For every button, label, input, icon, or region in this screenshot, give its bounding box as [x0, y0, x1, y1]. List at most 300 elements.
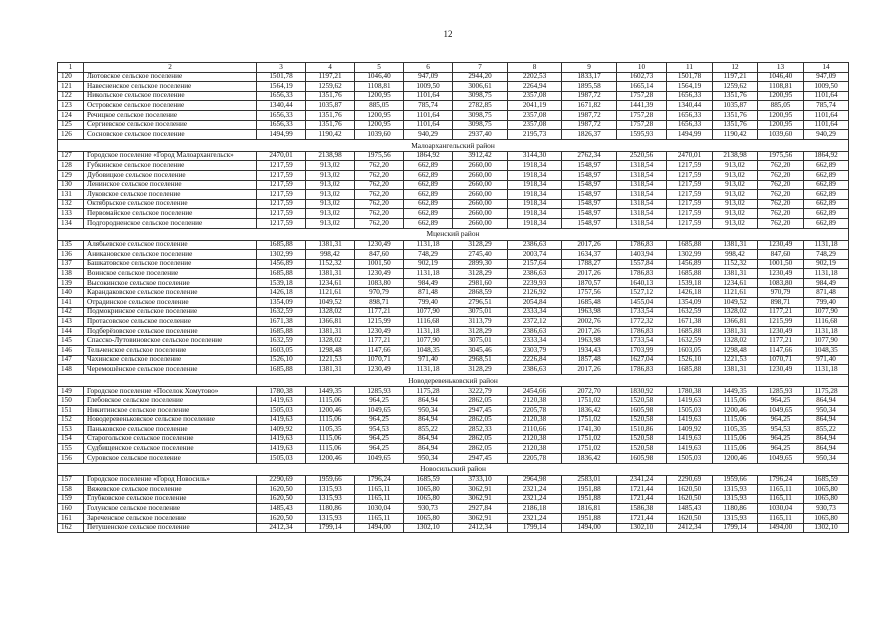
- column-number: 3: [257, 63, 306, 73]
- value-cell: 2333,34: [508, 307, 562, 317]
- value-cell: 1685,48: [562, 298, 617, 308]
- value-cell: 2762,34: [562, 151, 617, 161]
- value-cell: 1318,54: [617, 199, 667, 209]
- value-cell: 1048,35: [804, 346, 849, 356]
- value-cell: 1656,33: [667, 91, 713, 101]
- value-cell: 1632,59: [257, 307, 306, 317]
- value-cell: 1409,92: [257, 425, 306, 435]
- value-cell: 2372,12: [508, 317, 562, 327]
- value-cell: 1259,62: [713, 82, 758, 92]
- value-cell: 1381,31: [306, 326, 355, 336]
- settlement-name: Высокинское сельское поселение: [84, 278, 257, 288]
- value-cell: 984,49: [804, 278, 849, 288]
- settlement-name: Городское поселение «Поселок Хомутово»: [84, 386, 257, 396]
- row-number: 141: [58, 298, 84, 308]
- value-cell: 662,89: [804, 199, 849, 209]
- value-cell: 2195,73: [508, 130, 562, 140]
- value-cell: 1548,97: [562, 180, 617, 190]
- settlement-name: Отрадинское сельское поселение: [84, 298, 257, 308]
- value-cell: 954,53: [355, 425, 404, 435]
- settlement-name: Старогольское сельское поселение: [84, 434, 257, 444]
- row-number: 122: [58, 91, 84, 101]
- value-cell: 1230,49: [758, 326, 804, 336]
- value-cell: 971,40: [804, 355, 849, 365]
- value-cell: 1918,34: [508, 190, 562, 200]
- value-cell: 2138,98: [713, 151, 758, 161]
- table-row: [58, 288, 849, 298]
- value-cell: 1230,49: [355, 269, 404, 279]
- settlement-name: Луковское сельское поселение: [84, 190, 257, 200]
- column-number: 4: [306, 63, 355, 73]
- value-cell: 2120,38: [508, 434, 562, 444]
- value-cell: 1934,43: [562, 346, 617, 356]
- value-cell: 947,09: [404, 72, 453, 82]
- value-cell: 1381,31: [306, 240, 355, 250]
- value-cell: 1603,05: [257, 346, 306, 356]
- value-cell: 964,25: [355, 444, 404, 454]
- value-cell: 1039,60: [758, 130, 804, 140]
- value-cell: 855,22: [804, 425, 849, 435]
- value-cell: 2017,26: [562, 326, 617, 336]
- value-cell: 1485,43: [257, 504, 306, 514]
- value-cell: 1200,95: [758, 110, 804, 120]
- row-number: 162: [58, 523, 84, 533]
- value-cell: 2290,69: [257, 475, 306, 485]
- value-cell: 1603,05: [667, 346, 713, 356]
- value-cell: 762,20: [758, 190, 804, 200]
- value-cell: 1780,38: [257, 386, 306, 396]
- value-cell: 2660,00: [453, 180, 508, 190]
- value-cell: 1634,37: [562, 250, 617, 260]
- settlement-name: Городское поселение «Город Новосиль»: [84, 475, 257, 485]
- value-cell: 1564,19: [257, 82, 306, 92]
- value-cell: 2660,00: [453, 218, 508, 228]
- value-cell: 2947,45: [453, 453, 508, 463]
- value-cell: 3912,42: [453, 151, 508, 161]
- value-cell: 2017,26: [562, 269, 617, 279]
- value-cell: 998,42: [306, 250, 355, 260]
- value-cell: 3062,91: [453, 494, 508, 504]
- value-cell: 913,02: [713, 190, 758, 200]
- value-cell: 3062,91: [453, 513, 508, 523]
- value-cell: 1190,42: [713, 130, 758, 140]
- value-cell: 2303,79: [508, 346, 562, 356]
- region-name: Новодеревеньковский район: [58, 374, 849, 386]
- value-cell: 748,29: [804, 250, 849, 260]
- value-cell: 2205,78: [508, 453, 562, 463]
- value-cell: 864,94: [404, 415, 453, 425]
- value-cell: 1449,35: [713, 386, 758, 396]
- value-cell: 913,02: [713, 170, 758, 180]
- value-cell: 1620,50: [667, 513, 713, 523]
- value-cell: 1721,44: [617, 513, 667, 523]
- settlement-name: Дубовицкое сельское поселение: [84, 170, 257, 180]
- value-cell: 3128,29: [453, 240, 508, 250]
- value-cell: 1366,81: [306, 317, 355, 327]
- settlement-name: Вяжевское сельское поселение: [84, 485, 257, 495]
- value-cell: 1318,54: [617, 170, 667, 180]
- value-cell: 964,25: [355, 434, 404, 444]
- settlement-name: Первомайское сельское поселение: [84, 209, 257, 219]
- value-cell: 1685,88: [257, 365, 306, 375]
- value-cell: 2454,66: [508, 386, 562, 396]
- value-cell: 1328,02: [713, 307, 758, 317]
- value-cell: 964,25: [355, 415, 404, 425]
- value-cell: 2321,24: [508, 485, 562, 495]
- value-cell: 898,71: [758, 298, 804, 308]
- value-cell: 1494,00: [562, 523, 617, 533]
- value-cell: 1131,18: [804, 365, 849, 375]
- row-number: 139: [58, 278, 84, 288]
- value-cell: 1315,93: [306, 485, 355, 495]
- value-cell: 1788,27: [562, 259, 617, 269]
- value-cell: 1918,34: [508, 161, 562, 171]
- row-number: 157: [58, 475, 84, 485]
- value-cell: 913,02: [306, 161, 355, 171]
- value-cell: 2520,56: [617, 151, 667, 161]
- value-cell: 1381,31: [713, 365, 758, 375]
- settlement-name: Зареченское сельское поселение: [84, 513, 257, 523]
- value-cell: 971,40: [404, 355, 453, 365]
- value-cell: 2862,05: [453, 396, 508, 406]
- value-cell: 1665,14: [617, 82, 667, 92]
- value-cell: 950,34: [804, 453, 849, 463]
- column-number: 8: [508, 63, 562, 73]
- value-cell: 1197,21: [713, 72, 758, 82]
- row-number: 150: [58, 396, 84, 406]
- value-cell: 1409,92: [667, 425, 713, 435]
- row-number: 146: [58, 346, 84, 356]
- table-row: [58, 494, 849, 504]
- value-cell: 785,74: [804, 101, 849, 111]
- value-cell: 1200,46: [713, 453, 758, 463]
- row-number: 145: [58, 336, 84, 346]
- value-cell: 1757,28: [617, 110, 667, 120]
- value-cell: 2357,08: [508, 120, 562, 130]
- settlement-name: Губкинское сельское поселение: [84, 161, 257, 171]
- value-cell: 1987,72: [562, 120, 617, 130]
- row-number: 133: [58, 209, 84, 219]
- value-cell: 1030,04: [758, 504, 804, 514]
- value-cell: 2964,98: [508, 475, 562, 485]
- value-cell: 2110,66: [508, 425, 562, 435]
- value-cell: 799,40: [404, 298, 453, 308]
- value-cell: 964,25: [758, 434, 804, 444]
- value-cell: 662,89: [804, 190, 849, 200]
- value-cell: 1627,04: [617, 355, 667, 365]
- value-cell: 1548,97: [562, 170, 617, 180]
- table-row: [58, 82, 849, 92]
- value-cell: 964,25: [758, 415, 804, 425]
- value-cell: 1733,54: [617, 307, 667, 317]
- value-cell: 1864,92: [404, 151, 453, 161]
- value-cell: 1302,99: [667, 250, 713, 260]
- value-cell: 1190,42: [306, 130, 355, 140]
- value-cell: 2186,18: [508, 504, 562, 514]
- value-cell: 1963,98: [562, 307, 617, 317]
- value-cell: 1217,59: [667, 180, 713, 190]
- value-cell: 2290,69: [667, 475, 713, 485]
- value-cell: 2333,34: [508, 336, 562, 346]
- value-cell: 662,89: [804, 161, 849, 171]
- value-cell: 1217,59: [257, 180, 306, 190]
- value-cell: 1302,10: [617, 523, 667, 533]
- value-cell: 2017,26: [562, 365, 617, 375]
- column-number: 14: [804, 63, 849, 73]
- value-cell: 3733,10: [453, 475, 508, 485]
- settlement-name: Аникановское сельское поселение: [84, 250, 257, 260]
- value-cell: 2782,85: [453, 101, 508, 111]
- column-number: 2: [84, 63, 257, 73]
- value-cell: 662,89: [804, 209, 849, 219]
- value-cell: 762,20: [758, 199, 804, 209]
- row-number: 121: [58, 82, 84, 92]
- value-cell: 1001,50: [355, 259, 404, 269]
- value-cell: 913,02: [306, 170, 355, 180]
- value-cell: 913,02: [713, 199, 758, 209]
- value-cell: 1526,10: [667, 355, 713, 365]
- value-cell: 954,53: [758, 425, 804, 435]
- settlement-name: Никитинское сельское поселение: [84, 406, 257, 416]
- value-cell: 1009,50: [404, 82, 453, 92]
- value-cell: 940,29: [404, 130, 453, 140]
- value-cell: 1230,49: [758, 365, 804, 375]
- value-cell: 3128,29: [453, 365, 508, 375]
- value-cell: 1048,35: [404, 346, 453, 356]
- row-number: 123: [58, 101, 84, 111]
- row-number: 159: [58, 494, 84, 504]
- region-header-row: [58, 374, 849, 386]
- value-cell: 1077,90: [404, 307, 453, 317]
- value-cell: 847,60: [355, 250, 404, 260]
- value-cell: 1963,98: [562, 336, 617, 346]
- value-cell: 1721,44: [617, 485, 667, 495]
- value-cell: 2470,01: [667, 151, 713, 161]
- table-row: [58, 415, 849, 425]
- value-cell: 1217,59: [667, 218, 713, 228]
- value-cell: 1177,21: [758, 307, 804, 317]
- value-cell: 1685,88: [667, 240, 713, 250]
- value-cell: 2386,63: [508, 240, 562, 250]
- table-row: [58, 130, 849, 140]
- value-cell: 1564,19: [667, 82, 713, 92]
- table-row: [58, 209, 849, 219]
- value-cell: 1857,48: [562, 355, 617, 365]
- value-cell: 1381,31: [306, 365, 355, 375]
- value-cell: 1733,54: [617, 336, 667, 346]
- value-cell: 2412,34: [667, 523, 713, 533]
- row-number: 156: [58, 453, 84, 463]
- value-cell: 1520,58: [617, 396, 667, 406]
- value-cell: 1620,50: [257, 494, 306, 504]
- value-cell: 1065,80: [404, 485, 453, 495]
- value-cell: 1520,58: [617, 415, 667, 425]
- value-cell: 762,20: [355, 161, 404, 171]
- value-cell: 1751,02: [562, 415, 617, 425]
- settlement-name: Подгородненское сельское поселение: [84, 218, 257, 228]
- value-cell: 1557,84: [617, 259, 667, 269]
- value-cell: 3098,75: [453, 91, 508, 101]
- table-row: [58, 259, 849, 269]
- value-cell: 1527,12: [617, 288, 667, 298]
- column-number: 12: [713, 63, 758, 73]
- value-cell: 2862,05: [453, 444, 508, 454]
- value-cell: 1455,04: [617, 298, 667, 308]
- column-number: 9: [562, 63, 617, 73]
- table-row: [58, 485, 849, 495]
- value-cell: 855,22: [404, 425, 453, 435]
- value-cell: 2386,63: [508, 326, 562, 336]
- value-cell: 2968,51: [453, 355, 508, 365]
- value-cell: 1131,18: [404, 269, 453, 279]
- settlement-name: Сергиевское сельское поселение: [84, 120, 257, 130]
- value-cell: 1318,54: [617, 161, 667, 171]
- value-cell: 1510,86: [617, 425, 667, 435]
- table-row: [58, 170, 849, 180]
- value-cell: 913,02: [713, 180, 758, 190]
- value-cell: 1918,34: [508, 209, 562, 219]
- value-cell: 3128,29: [453, 269, 508, 279]
- value-cell: 1987,72: [562, 91, 617, 101]
- value-cell: 1951,88: [562, 513, 617, 523]
- row-number: 129: [58, 170, 84, 180]
- value-cell: 1298,48: [306, 346, 355, 356]
- value-cell: 1757,28: [617, 120, 667, 130]
- table-row: [58, 434, 849, 444]
- value-cell: 1108,81: [758, 82, 804, 92]
- value-cell: 1115,06: [713, 434, 758, 444]
- value-cell: 950,34: [404, 453, 453, 463]
- value-cell: 762,20: [355, 218, 404, 228]
- value-cell: 1419,63: [257, 434, 306, 444]
- value-cell: 1147,66: [355, 346, 404, 356]
- value-cell: 662,89: [404, 199, 453, 209]
- value-cell: 762,20: [758, 180, 804, 190]
- table-row: [58, 199, 849, 209]
- value-cell: 1751,02: [562, 434, 617, 444]
- value-cell: 1298,48: [713, 346, 758, 356]
- value-cell: 1685,88: [257, 240, 306, 250]
- value-cell: 1180,86: [306, 504, 355, 514]
- value-cell: 1381,31: [713, 269, 758, 279]
- table-row: [58, 161, 849, 171]
- value-cell: 2660,00: [453, 170, 508, 180]
- value-cell: 1354,09: [257, 298, 306, 308]
- table-row: [58, 475, 849, 485]
- value-cell: 1315,93: [713, 513, 758, 523]
- value-cell: 1951,88: [562, 485, 617, 495]
- value-cell: 2002,76: [562, 317, 617, 327]
- value-cell: 2862,05: [453, 415, 508, 425]
- value-cell: 950,34: [804, 406, 849, 416]
- value-cell: 1234,61: [713, 278, 758, 288]
- row-number: 128: [58, 161, 84, 171]
- value-cell: 1302,10: [804, 523, 849, 533]
- value-cell: 1077,90: [404, 336, 453, 346]
- value-cell: 1009,50: [804, 82, 849, 92]
- value-cell: 1340,44: [257, 101, 306, 111]
- value-cell: 1217,59: [667, 190, 713, 200]
- row-number: 126: [58, 130, 84, 140]
- value-cell: 1131,18: [804, 326, 849, 336]
- value-cell: 864,94: [804, 415, 849, 425]
- table-row: [58, 218, 849, 228]
- value-cell: 1620,50: [667, 494, 713, 504]
- value-cell: 1918,34: [508, 170, 562, 180]
- row-number: 132: [58, 199, 84, 209]
- settlement-name: Подмокринское сельское поселение: [84, 307, 257, 317]
- settlement-name: Речицкое сельское поселение: [84, 110, 257, 120]
- row-number: 124: [58, 110, 84, 120]
- value-cell: 847,60: [758, 250, 804, 260]
- value-cell: 1520,58: [617, 444, 667, 454]
- value-cell: 1318,54: [617, 218, 667, 228]
- value-cell: 902,19: [804, 259, 849, 269]
- value-cell: 1046,40: [758, 72, 804, 82]
- value-cell: 1799,14: [713, 523, 758, 533]
- value-cell: 1505,03: [667, 453, 713, 463]
- value-cell: 1318,54: [617, 209, 667, 219]
- value-cell: 1328,02: [306, 336, 355, 346]
- value-cell: 1131,18: [804, 240, 849, 250]
- value-cell: 1796,24: [355, 475, 404, 485]
- value-cell: 662,89: [804, 170, 849, 180]
- value-cell: 1494,00: [758, 523, 804, 533]
- table-row: [58, 278, 849, 288]
- table-row: [58, 504, 849, 514]
- value-cell: 1049,52: [306, 298, 355, 308]
- value-cell: 762,20: [355, 209, 404, 219]
- value-cell: 3075,01: [453, 336, 508, 346]
- value-cell: 662,89: [404, 218, 453, 228]
- value-cell: 1108,81: [355, 82, 404, 92]
- table-row: [58, 326, 849, 336]
- table-row: [58, 453, 849, 463]
- settlement-name: Голунское сельское поселение: [84, 504, 257, 514]
- value-cell: 1895,58: [562, 82, 617, 92]
- value-cell: 1441,39: [617, 101, 667, 111]
- value-cell: 1302,10: [404, 523, 453, 533]
- value-cell: 1595,93: [617, 130, 667, 140]
- value-cell: 2126,92: [508, 288, 562, 298]
- value-cell: 2120,38: [508, 444, 562, 454]
- value-cell: 1381,31: [306, 269, 355, 279]
- value-cell: 964,25: [355, 396, 404, 406]
- value-cell: 2120,38: [508, 415, 562, 425]
- value-cell: 1548,97: [562, 161, 617, 171]
- value-cell: 1083,80: [355, 278, 404, 288]
- value-cell: 1065,80: [804, 513, 849, 523]
- row-number: 120: [58, 72, 84, 82]
- value-cell: 1605,98: [617, 453, 667, 463]
- value-cell: 1230,49: [355, 365, 404, 375]
- value-cell: 662,89: [804, 218, 849, 228]
- value-cell: 785,74: [404, 101, 453, 111]
- row-number: 148: [58, 365, 84, 375]
- settlement-name: Спасско-Лутовиновское сельское поселение: [84, 336, 257, 346]
- column-number: 5: [355, 63, 404, 73]
- settlement-name: Глебовское сельское поселение: [84, 396, 257, 406]
- row-number: 152: [58, 415, 84, 425]
- value-cell: 1685,59: [404, 475, 453, 485]
- value-cell: 1501,78: [667, 72, 713, 82]
- settlement-name: Ленинское сельское поселение: [84, 180, 257, 190]
- value-cell: 1685,88: [667, 326, 713, 336]
- value-cell: 1152,32: [713, 259, 758, 269]
- value-cell: 1285,93: [758, 386, 804, 396]
- value-cell: 3098,75: [453, 120, 508, 130]
- value-cell: 1539,18: [667, 278, 713, 288]
